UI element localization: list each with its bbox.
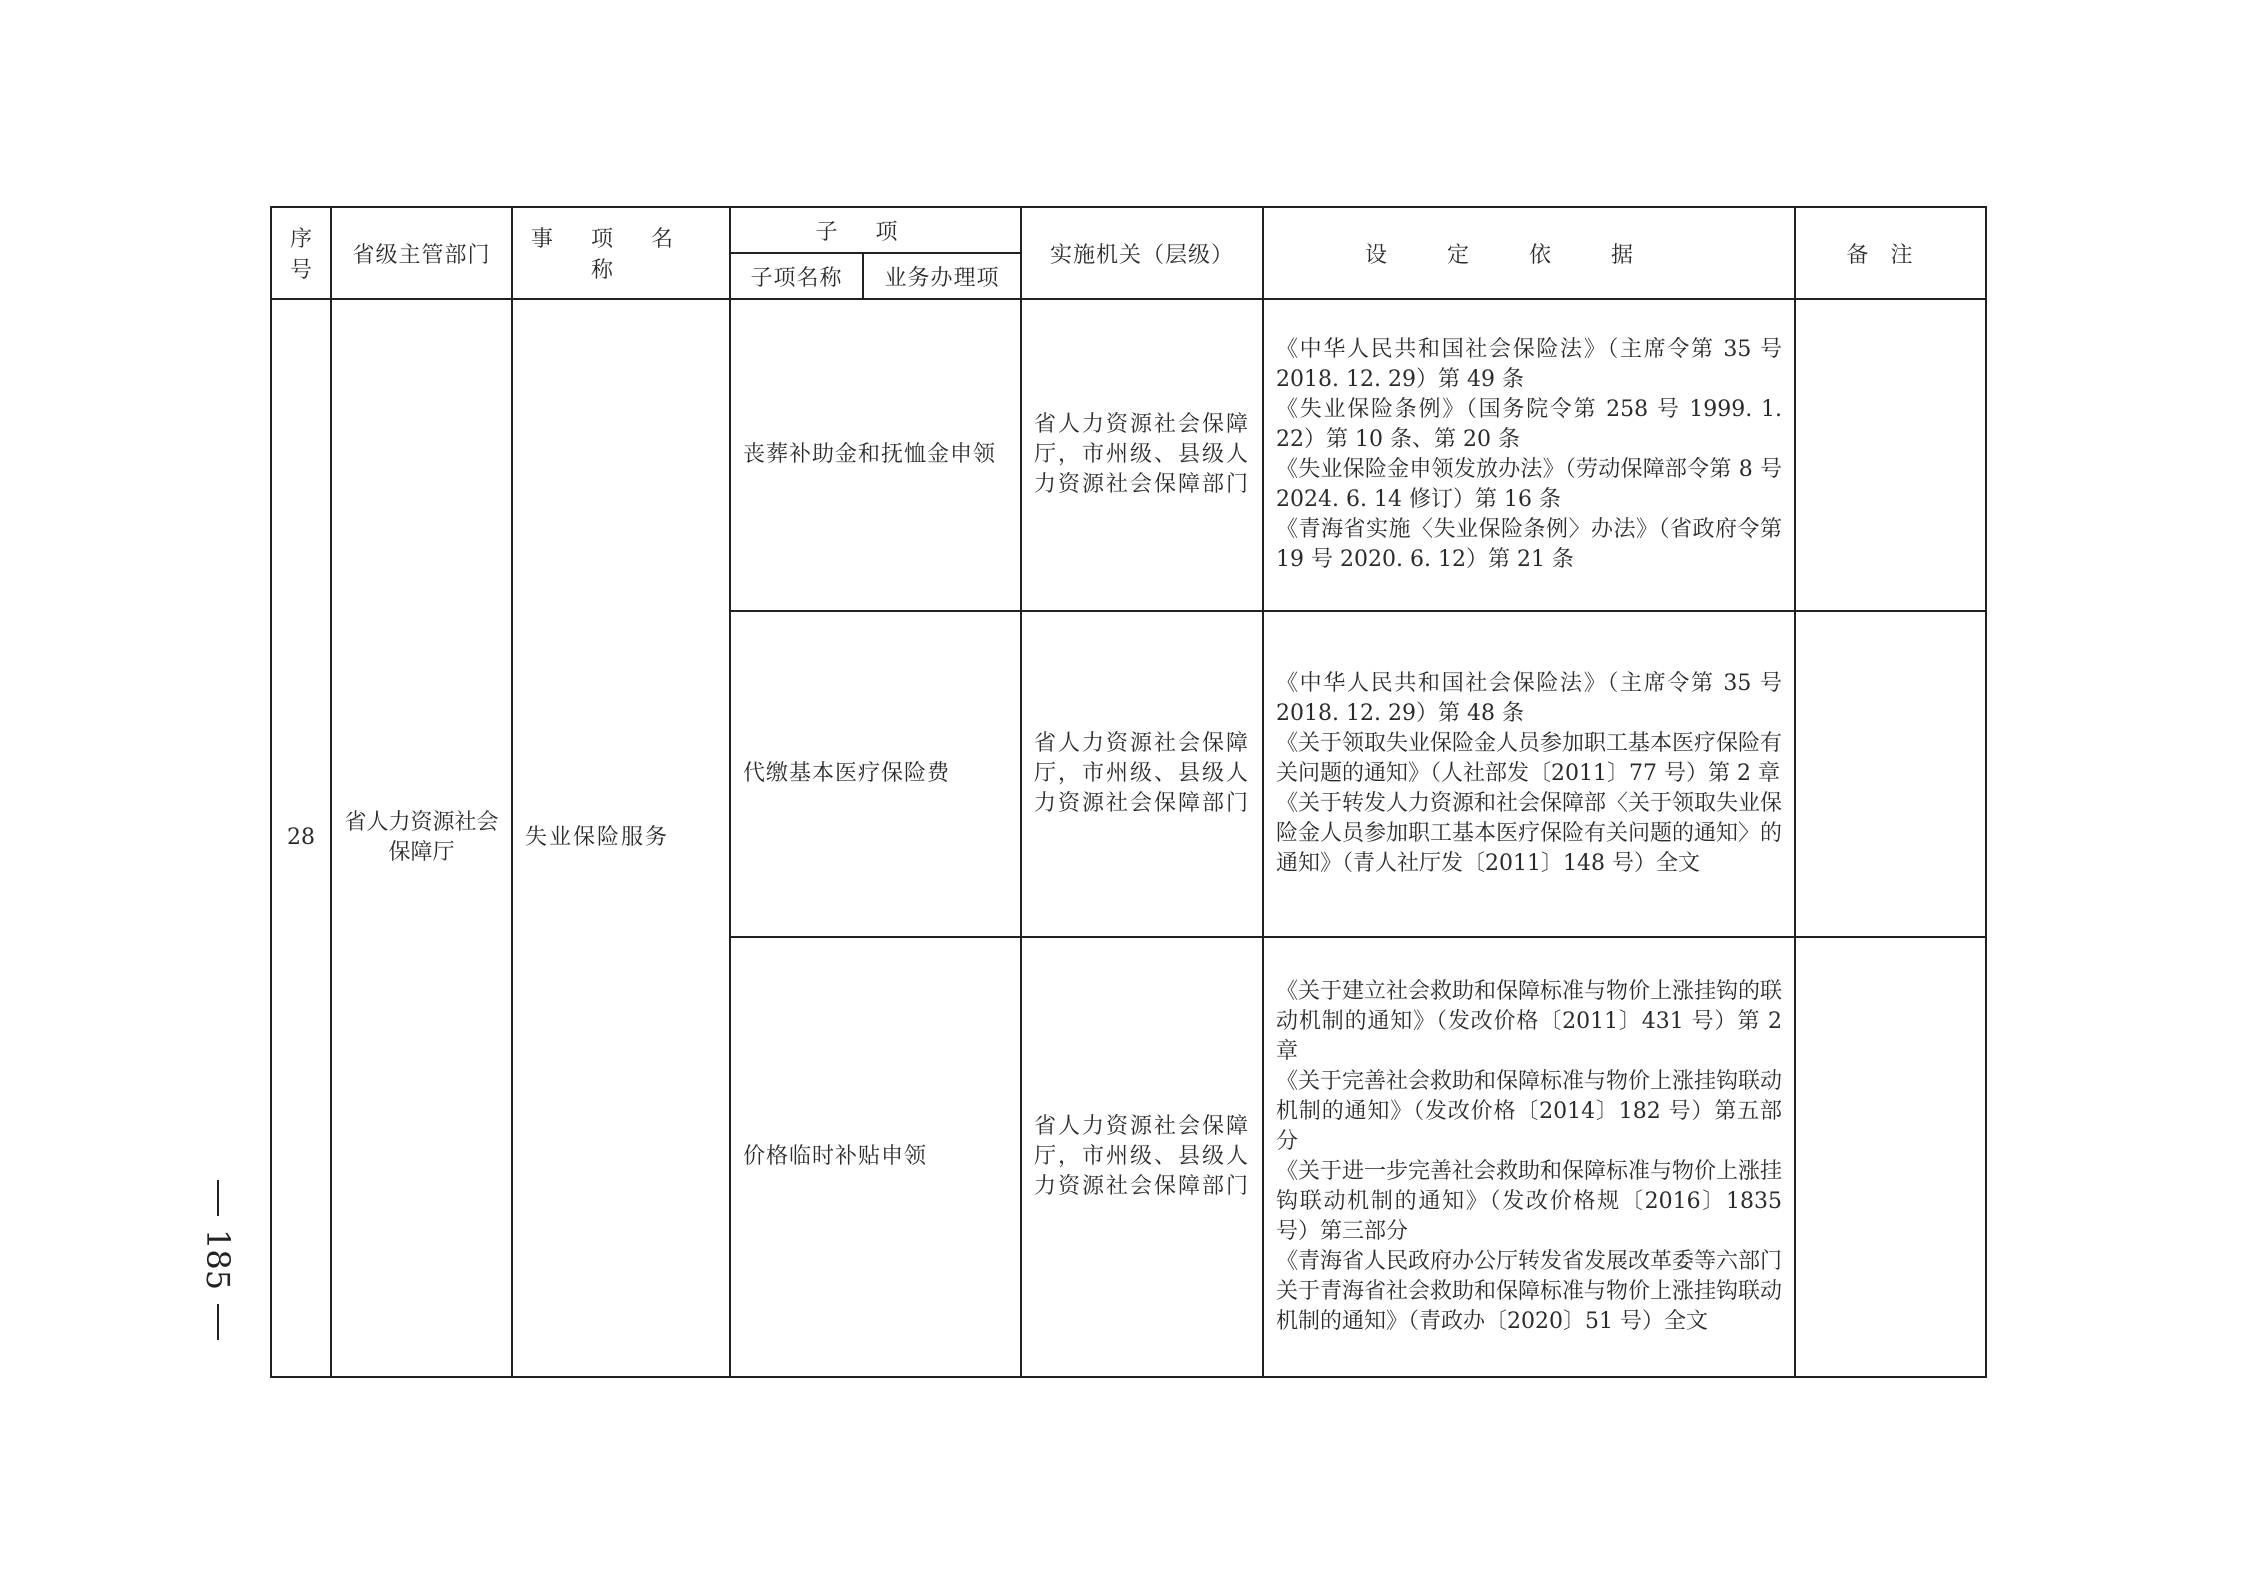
header-dept: 省级主管部门: [331, 207, 512, 299]
basis-line: 《失业保险金申领发放办法》（劳动保障部令第 8 号 2024. 6. 14 修订）第 16 条: [1276, 457, 1783, 512]
basis-line: 《关于建立社会救助和保障标准与物价上涨挂钩的联动机制的通知》（发改价格〔2011〕431 号）第 2 章: [1276, 979, 1783, 1064]
header-seq: 序号: [271, 207, 331, 299]
header-remark: 备注: [1795, 207, 1986, 299]
subitem-agency: 省人力资源社会保障厅，市州级、县级人力资源社会保障部门: [1021, 937, 1263, 1377]
header-agency: 实施机关（层级）: [1021, 207, 1263, 299]
subitem-remark: [1795, 937, 1986, 1377]
basis-line: 《青海省人民政府办公厅转发省发展改革委等六部门关于青海省社会救助和保障标准与物价上涨挂钩联动机制的通知》（青政办〔2020〕51 号）全文: [1276, 1249, 1783, 1334]
header-subitem-name: 子项名称: [730, 253, 863, 299]
basis-line: 《中华人民共和国社会保险法》（主席令第 35 号 2018. 12. 29）第 49 条: [1276, 337, 1783, 392]
basis-line: 《关于转发人力资源和社会保障部〈关于领取失业保险金人员参加职工基本医疗保险有关问题的通知〉的通知》（青人社厅发〔2011〕148 号）全文: [1276, 791, 1783, 876]
document-table: [270, 206, 1987, 1378]
header-subitem-group: 子项: [730, 207, 1021, 253]
row-dept: 省人力资源社会保障厅: [331, 299, 512, 1377]
basis-line: 《关于领取失业保险金人员参加职工基本医疗保险有关问题的通知》（人社部发〔2011〕77 号）第 2 章: [1276, 731, 1783, 786]
header-item-name: 事项名称: [512, 207, 730, 299]
subitem-basis: [1263, 611, 1795, 937]
page-number: [196, 1180, 240, 1340]
basis-line: 《关于完善社会救助和保障标准与物价上涨挂钩联动机制的通知》（发改价格〔2014〕182 号）第五部分: [1276, 1069, 1783, 1154]
page-number-dash: [217, 1180, 219, 1216]
basis-line: 《失业保险条例》（国务院令第 258 号 1999. 1. 22）第 10 条、第 20 条: [1276, 397, 1783, 452]
header-business-item: 业务办理项: [863, 253, 1021, 299]
table-row: [271, 299, 1986, 611]
page-number-text: 185: [199, 1229, 237, 1291]
subitem-agency: 省人力资源社会保障厅，市州级、县级人力资源社会保障部门: [1021, 611, 1263, 937]
subitem-basis: [1263, 937, 1795, 1377]
subitem-name: 代缴基本医疗保险费: [730, 611, 1021, 937]
subitem-agency: 省人力资源社会保障厅，市州级、县级人力资源社会保障部门: [1021, 299, 1263, 611]
basis-line: 《中华人民共和国社会保险法》（主席令第 35 号 2018. 12. 29）第 48 条: [1276, 671, 1783, 726]
basis-line: 《青海省实施〈失业保险条例〉办法》（省政府令第 19 号 2020. 6. 12）第 21 条: [1276, 517, 1783, 572]
page-number-dash: [217, 1304, 219, 1340]
subitem-basis: [1263, 299, 1795, 611]
subitem-remark: [1795, 611, 1986, 937]
row-seq: 28: [271, 299, 331, 1377]
subitem-name: 价格临时补贴申领: [730, 937, 1021, 1377]
subitem-remark: [1795, 299, 1986, 611]
subitem-name: 丧葬补助金和抚恤金申领: [730, 299, 1021, 611]
row-item-name: 失业保险服务: [512, 299, 730, 1377]
header-basis: 设定依据: [1263, 207, 1795, 299]
basis-line: 《关于进一步完善社会救助和保障标准与物价上涨挂钩联动机制的通知》（发改价格规〔2016〕1835 号）第三部分: [1276, 1159, 1783, 1244]
